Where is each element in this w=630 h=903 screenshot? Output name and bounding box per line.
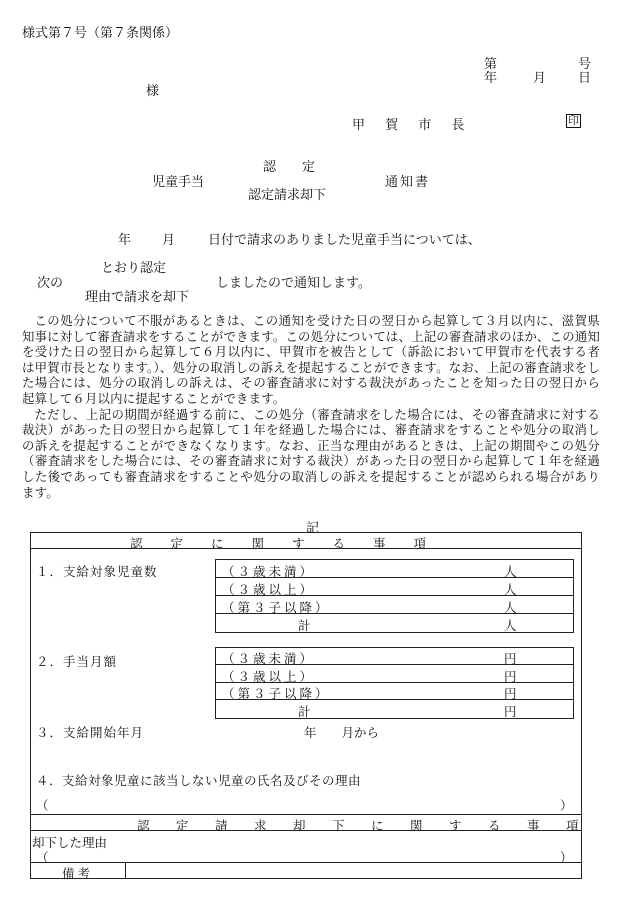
amount-third-label: （第３子以降）	[222, 686, 331, 701]
item4-label: ４．支給対象児童に該当しない児童の氏名及びその理由	[36, 773, 362, 788]
remarks-column-divider	[125, 862, 126, 878]
intro-month: 月	[162, 233, 176, 248]
intro-notify: しましたので通知します。	[216, 276, 371, 291]
intro-year: 年	[118, 233, 132, 248]
count-over3-label: （３歳以上）	[222, 582, 316, 597]
amount-over3-label: （３歳以上）	[222, 669, 316, 684]
amount-under3-label: （３歳未満）	[222, 651, 316, 666]
seal-mark: 印	[568, 114, 579, 127]
remarks-label: 備考	[62, 866, 94, 881]
kyakka-paren-close: ）	[560, 850, 573, 865]
date-year: 年	[484, 71, 498, 86]
count-third-unit: 人	[504, 600, 517, 615]
ki-mark: 記	[306, 521, 320, 536]
count-third-label: （第３子以降）	[222, 600, 331, 615]
item4-paren-close: ）	[560, 798, 573, 813]
item2-label: ２．手当月額	[36, 654, 118, 669]
date-day: 日	[578, 71, 592, 86]
intro-nintei: とおり認定	[101, 261, 167, 276]
amount-under3-unit: 円	[504, 651, 517, 666]
count-total-label: 計	[298, 618, 311, 633]
title-kyakka: 認定請求却下	[248, 188, 327, 203]
count-over3-unit: 人	[504, 582, 517, 597]
kyakka-header-divider	[30, 830, 581, 831]
doc-number-suffix: 号	[578, 57, 592, 72]
count-under3-label: （３歳未満）	[222, 564, 316, 579]
title-notice: 通知書	[385, 175, 431, 190]
item1-label: １．支給対象児童数	[36, 564, 158, 579]
date-month: 月	[533, 71, 547, 86]
appeal-paragraph-1: この処分について不服があるときは、この通知を受けた日の翌日から起算して３月以内に、滋賀県知事に対して審査請求をすることができます。この処分については、上記の審査請求のほか、この通知を受けた日の翌日から起算して６月以内に、甲賀市を被告として（訴訟において甲賀市を代表する者は甲賀市長となります。）、処分の取消しの訴えを提起することができます。なお、上記の審査請求をした場合には、処分の取消しの訴えは、その審査請求に対する裁決があったことを知った日の翌日から起算して６月以内に提起することができます。	[22, 313, 600, 406]
count-under3-unit: 人	[504, 564, 517, 579]
form-number: 様式第７号（第７条関係）	[22, 26, 179, 41]
kyakka-top-divider	[30, 814, 581, 815]
nintei-section-header: 認 定 に 関 す る 事 項	[130, 536, 428, 551]
intro-tsugi: 次の	[37, 276, 64, 291]
kyakka-paren-open: （	[36, 850, 49, 865]
amount-third-unit: 円	[504, 686, 517, 701]
header-divider	[30, 548, 581, 549]
title-child-allowance: 児童手当	[152, 175, 205, 190]
appeal-paragraph-2: ただし、上記の期間が経過する前に、この処分（審査請求をした場合には、その審査請求に対する裁決）があった日の翌日から起算して１年を経過した場合には、審査請求をすることや処分の取消しの訴えを提起することができなくなります。なお、正当な理由があるときは、上記の期間やこの処分（審査請求をした場合には、その審査請求に対する裁決）があった日の翌日から起算して１年を経過した後であっても審査請求をすることや処分の取消しの訴えを提起することが認められる場合があります。	[22, 406, 600, 500]
appeal-notice	[22, 313, 600, 500]
amount-total-unit: 円	[504, 704, 517, 719]
start-month-value: 年 月から	[304, 725, 380, 740]
issuer-mayor: 甲 賀 市 長	[352, 118, 473, 133]
title-nintei: 認 定	[263, 160, 316, 175]
intro-kyakka: 理由で請求を却下	[85, 290, 190, 305]
amount-total-label: 計	[298, 704, 311, 719]
kyakka-reason-label: 却下した理由	[32, 835, 108, 850]
addressee-honorific: 様	[146, 84, 160, 99]
intro-line1: 日付で請求のありました児童手当については、	[208, 233, 481, 248]
remarks-divider	[30, 862, 581, 863]
count-total-unit: 人	[504, 618, 517, 633]
amount-over3-unit: 円	[504, 669, 517, 684]
item3-label: ３．支給開始年月	[36, 725, 145, 740]
kyakka-section-header: 認 定 請 求 却 下 に 関 す る 事 項	[137, 818, 580, 833]
doc-number-prefix: 第	[484, 57, 498, 72]
item4-paren-open: （	[36, 798, 49, 813]
